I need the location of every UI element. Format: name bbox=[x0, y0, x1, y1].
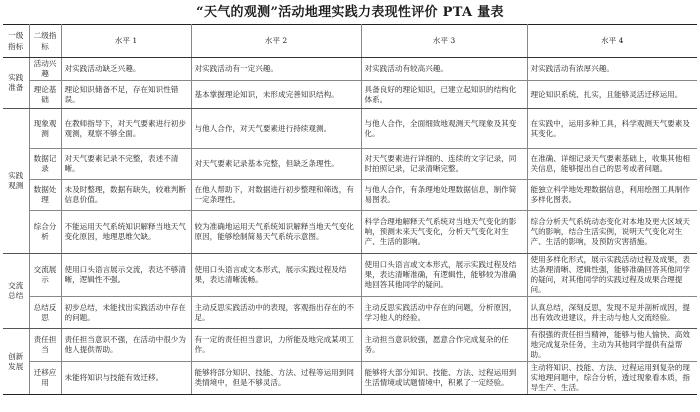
page-title: “天气的观测”活动地理实践力表现性评价 PTA 量表 bbox=[196, 5, 504, 20]
l2-indicator: 责任担当 bbox=[29, 329, 61, 362]
level-3-cell: 对实践活动有较高兴趣。 bbox=[361, 58, 527, 81]
level-2-cell: 有一定的责任担当意识，力所能及地完成某项工作。 bbox=[191, 329, 361, 362]
level-4-cell: 对实践活动有浓厚兴趣。 bbox=[527, 58, 697, 81]
level-4-cell: 主动将知识、技能、方法、过程运用到复杂的现实地理问题中，综合分析，透过现象看本质，指导生产、生活。 bbox=[527, 362, 697, 395]
l2-indicator: 活动兴趣 bbox=[29, 58, 61, 81]
level-3-cell: 科学合理地解释天气系统对当地天气变化的影响，预测未来天气变化，分析天气变化对生产、生活的影响。 bbox=[361, 211, 527, 254]
table-row bbox=[3, 149, 697, 180]
header-l2: 二级指标 bbox=[29, 25, 61, 58]
header-l1: 一级指标 bbox=[3, 25, 29, 58]
table-row bbox=[3, 211, 697, 254]
l2-indicator: 数据处理 bbox=[29, 180, 61, 211]
level-2-cell: 基本掌握理论知识，未形成完善知识结构。 bbox=[191, 81, 361, 109]
level-1-cell: 在教师指导下，对天气要素进行初步观测，观察不够全面。 bbox=[61, 109, 191, 149]
level-3-cell: 能够将大部分知识、技能、方法、过程运用到生活情境或试题情境中，积累了一定经验。 bbox=[361, 362, 527, 395]
level-2-cell: 对实践活动有一定兴趣。 bbox=[191, 58, 361, 81]
header-row bbox=[3, 25, 697, 58]
level-1-cell: 责任担当意识不强，在活动中很少为他人提供帮助。 bbox=[61, 329, 191, 362]
header-level-2: 水平 2 bbox=[191, 25, 361, 58]
level-3-cell: 主动反思实践活动中存在的问题，分析原因，学习他人的经验。 bbox=[361, 297, 527, 329]
level-1-cell: 不能运用天气系统知识解释当地天气变化原因，地理思维欠缺。 bbox=[61, 211, 191, 254]
level-1-cell: 使用口头语言展示交流，表达不够清晰，逻辑性不强。 bbox=[61, 254, 191, 297]
level-2-cell: 在他人帮助下，对数据进行初步整理和筛选，有一定条理性。 bbox=[191, 180, 361, 211]
table-row bbox=[3, 109, 697, 149]
level-1-cell: 对实践活动缺乏兴趣。 bbox=[61, 58, 191, 81]
level-4-cell: 在实践中，运用多种工具，科学观测天气要素及其变化。 bbox=[527, 109, 697, 149]
level-3-cell: 具备良好的理论知识，已建立起知识的结构化体系。 bbox=[361, 81, 527, 109]
level-3-cell: 使用口头语言或文本形式，展示实践过程及结果，表达清晰准确，有逻辑性，能够较为准确地回答其他同学的疑问。 bbox=[361, 254, 527, 297]
table-row bbox=[3, 362, 697, 395]
l2-indicator: 综合分析 bbox=[29, 211, 61, 254]
level-3-cell: 主动担当意识较强，愿意合作完成复杂的任务。 bbox=[361, 329, 527, 362]
table-row bbox=[3, 297, 697, 329]
level-2-cell: 与他人合作，对天气要素进行持续观测。 bbox=[191, 109, 361, 149]
level-2-cell: 对天气要素记录基本完整，但缺乏条理性。 bbox=[191, 149, 361, 180]
l2-indicator: 现象观测 bbox=[29, 109, 61, 149]
level-2-cell: 使用口头语言或文本形式，展示实践过程及结果，表达清晰流畅。 bbox=[191, 254, 361, 297]
l1-indicator: 创新发展 bbox=[3, 329, 29, 395]
level-3-cell: 对天气要素进行详细的、连续的文字记录，同时拍照记录，记录清晰完整。 bbox=[361, 149, 527, 180]
pta-rubric-table bbox=[3, 24, 697, 395]
level-1-cell: 对天气要素记录不完整，表述不清晰。 bbox=[61, 149, 191, 180]
level-4-cell: 理论知识系统、扎实，且能够灵活迁移运用。 bbox=[527, 81, 697, 109]
level-1-cell: 初步总结，未能找出实践活动中存在的问题。 bbox=[61, 297, 191, 329]
l2-indicator: 数据记录 bbox=[29, 149, 61, 180]
level-4-cell: 有很强的责任担当精神，能够与他人愉快、高效地完成复杂任务，主动为其他同学提供有益帮助。 bbox=[527, 329, 697, 362]
level-3-cell: 与他人合作，全面细致地观测天气现象及其变化。 bbox=[361, 109, 527, 149]
level-1-cell: 理论知识储备不足，存在知识性错误。 bbox=[61, 81, 191, 109]
level-4-cell: 在准确、详细记录天气要素基础上，收集其他相关信息，能够提出自己的思考或者问题。 bbox=[527, 149, 697, 180]
table-row bbox=[3, 81, 697, 109]
level-4-cell: 能独立科学地处理数据信息，利用绘图工具制作多样化图表。 bbox=[527, 180, 697, 211]
l2-indicator: 迁移应用 bbox=[29, 362, 61, 395]
l2-indicator: 理论基础 bbox=[29, 81, 61, 109]
table-row bbox=[3, 329, 697, 362]
level-1-cell: 未能将知识与技能有效迁移。 bbox=[61, 362, 191, 395]
l2-indicator: 交流展示 bbox=[29, 254, 61, 297]
level-1-cell: 未及时整理，数据有缺失，较难判断信息价值。 bbox=[61, 180, 191, 211]
level-2-cell: 较为准确地运用天气系统知识解释当地天气变化原因，能够绘制简易天气系统示意图。 bbox=[191, 211, 361, 254]
level-3-cell: 与他人合作，有条理地处理数据信息，制作简易图表。 bbox=[361, 180, 527, 211]
level-4-cell: 使用多样化形式，展示实践活动过程及成果，表达条理清晰、逻辑性强，能够准确回答其他同学的疑问，对其他同学的实践过程及成果合理提问。 bbox=[527, 254, 697, 297]
l1-indicator: 实践准备 bbox=[3, 58, 29, 109]
level-4-cell: 认真总结，深刻反思，发现不足并剖析成因，提出有效改进建议，并主动与他人交流经验。 bbox=[527, 297, 697, 329]
level-2-cell: 能够将部分知识、技能、方法、过程等运用到同类情境中，但是不够灵活。 bbox=[191, 362, 361, 395]
level-4-cell: 综合分析天气系统动态变化对本地及更大区域天气的影响，结合生活实例，说明天气变化对生产、生活的影响，及预防灾害措施。 bbox=[527, 211, 697, 254]
l2-indicator: 总结反思 bbox=[29, 297, 61, 329]
header-level-3: 水平 3 bbox=[361, 25, 527, 58]
table-row bbox=[3, 254, 697, 297]
table-row bbox=[3, 180, 697, 211]
l1-indicator: 实践观测 bbox=[3, 109, 29, 254]
l1-indicator: 交流总结 bbox=[3, 254, 29, 329]
level-2-cell: 主动反思实践活动中的表现，客观指出存在的不足。 bbox=[191, 297, 361, 329]
table-row bbox=[3, 58, 697, 81]
header-level-1: 水平 1 bbox=[61, 25, 191, 58]
header-level-4: 水平 4 bbox=[527, 25, 697, 58]
